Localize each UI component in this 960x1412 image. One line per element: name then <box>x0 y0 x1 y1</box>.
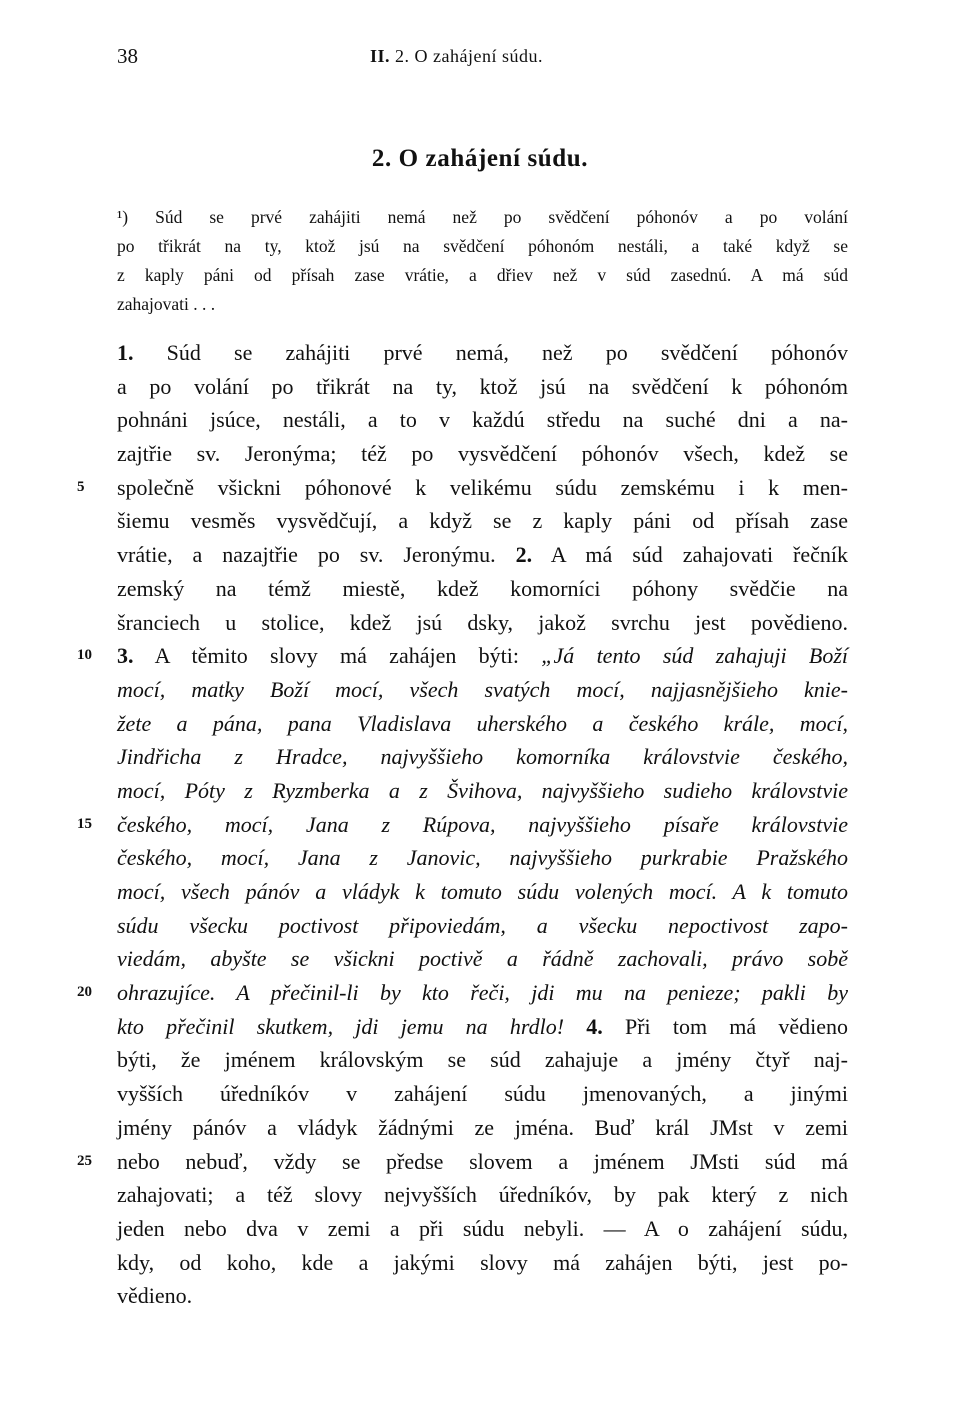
text-line <box>117 942 848 976</box>
text-line <box>117 370 848 404</box>
line-text: vědieno. <box>117 1283 193 1309</box>
line-text: českého, mocí, Jana z Rúpova, najvyššieho písaře královstvie <box>117 811 848 837</box>
text-line <box>117 504 848 538</box>
line-text: pohnáni jsúce, nestáli, a to v každú středu na suché dni a na- <box>117 407 848 433</box>
line-text: jmény pánóv a vládyk žádnými ze jména. Buď král JMst v zemi <box>117 1114 848 1140</box>
line-text: zemský na témž miestě, kdež komorníci póhony svědčie na <box>117 575 848 601</box>
line-text: kdy, od koho, kde a jakými slovy má zahájen býti, jest po- <box>117 1249 848 1275</box>
text-line <box>117 1246 848 1280</box>
line-text: ohrazujíce. A přečinil-li by kto řeči, jdi mu na penieze; pakli by <box>117 980 848 1006</box>
text-line <box>117 1043 848 1077</box>
line-text: vyšších úředníkóv v zahájení súdu jmenovaných, a jinými <box>117 1081 848 1107</box>
running-head <box>0 44 960 74</box>
line-text: zahajovati; a též slovy nejvyšších úředníkóv, by pak který z nich <box>117 1182 848 1208</box>
line-text: zajtřie sv. Jeronýma; též po vysvědčení póhonóv všech, kdež se <box>117 441 848 467</box>
line-text: mocí, všech pánóv a vládyk k tomuto súdu volených mocí. A k tomuto <box>117 879 848 904</box>
line-number: 10 <box>77 647 92 664</box>
main-text <box>77 336 849 1313</box>
text-line <box>77 808 848 842</box>
text-line <box>117 909 848 943</box>
text-line <box>117 1077 848 1111</box>
text-line <box>117 1178 848 1212</box>
text-line <box>117 538 848 572</box>
line-text: vrátie, a nazajtřie po sv. Jeronýmu. 2. A má súd zahajovati řečník <box>117 542 849 568</box>
line-text: společně všickni póhonové k velikému súdu zemskému i k men- <box>117 474 848 500</box>
line-number: 5 <box>77 478 85 495</box>
text-line <box>77 639 849 673</box>
line-number: 15 <box>77 815 92 832</box>
line-text: a po volání po třikrát na ty, ktož jsú na svědčení k póhonóm <box>117 373 848 399</box>
line-text: 1. Súd se zahájiti prvé nemá, než po svědčení póhonóv <box>117 340 848 365</box>
footnote-line: ¹) Súd se prvé zahájiti nemá než po svědčení póhonóv a po volání <box>117 207 848 227</box>
text-line <box>117 1010 848 1044</box>
line-text: 3. A těmito slovy má zahájen býti: „Já tento súd zahajuji Boží <box>117 643 849 669</box>
page-number: 38 <box>117 44 138 68</box>
text-line <box>77 471 848 505</box>
text-line <box>117 707 848 741</box>
footnote-line: po třikrát na ty, ktož jsú na svědčení póhonóm nestáli, a také když se <box>117 236 848 256</box>
text-line <box>117 1279 848 1313</box>
line-text: viedám, abyšte se všickni poctivě a řádně zachovali, právo sobě <box>117 946 848 972</box>
text-line <box>117 774 848 808</box>
text-line <box>117 673 848 707</box>
text-line <box>117 875 848 909</box>
text-line <box>117 1111 848 1145</box>
text-line <box>117 437 848 471</box>
line-number: 25 <box>77 1152 92 1169</box>
line-text: mocí, Póty z Ryzmberka a z Švihova, najvyššieho sudieho královstvie <box>117 777 848 803</box>
text-line <box>77 1145 848 1179</box>
section-heading: 2. O zahájení súdu. <box>371 145 589 172</box>
line-text: šiemu vesměs vysvědčují, a když se z kaply páni od přísah zase <box>117 508 848 534</box>
footnote <box>117 203 848 319</box>
line-text: býti, že jménem královským se súd zahajuje a jmény čtyř naj- <box>117 1047 848 1073</box>
line-text: šranciech u stolice, kdež jsú dsky, jakož svrchu jest povědieno. <box>117 609 848 635</box>
running-title <box>370 46 543 67</box>
text-line <box>117 740 848 774</box>
line-text: žete a pána, pana Vladislava uherského a českého krále, mocí, <box>117 710 848 736</box>
footnote-line: z kaply páni od přísah zase vrátie, a dřiev než v súd zasednú. A má súd <box>117 265 848 285</box>
line-text: súdu všecku poctivost připoviedám, a všecku nepoctivost zapo- <box>117 912 848 938</box>
footnote-line: zahajovati . . . <box>117 294 216 314</box>
running-title-text: 2. O zahájení súdu. <box>395 46 543 66</box>
text-line <box>117 841 848 875</box>
text-line <box>117 336 848 370</box>
text-line <box>117 572 848 606</box>
line-number: 20 <box>77 984 92 1001</box>
line-text: mocí, matky Boží mocí, všech svatých mocí, najjasnějšieho knie- <box>117 676 848 702</box>
text-line <box>77 976 848 1010</box>
line-text: kto přečinil skutkem, jdi jemu na hrdlo! 4. Při tom má vědieno <box>117 1013 848 1039</box>
text-line <box>117 1212 848 1246</box>
line-text: českého, mocí, Jana z Janovic, najvyššieho purkrabie Pražského <box>117 845 848 871</box>
line-text: nebo nebuď, vždy se předse slovem a jménem JMsti súd má <box>117 1148 848 1174</box>
line-text: Jindřicha z Hradce, najvyššieho komorníka královstvie českého, <box>117 744 848 770</box>
running-title-roman: II. <box>370 46 391 66</box>
text-line <box>117 403 848 437</box>
text-line <box>117 606 848 640</box>
line-text: jeden nebo dva v zemi a při súdu nebyli. — A o zahájení súdu, <box>117 1215 848 1241</box>
